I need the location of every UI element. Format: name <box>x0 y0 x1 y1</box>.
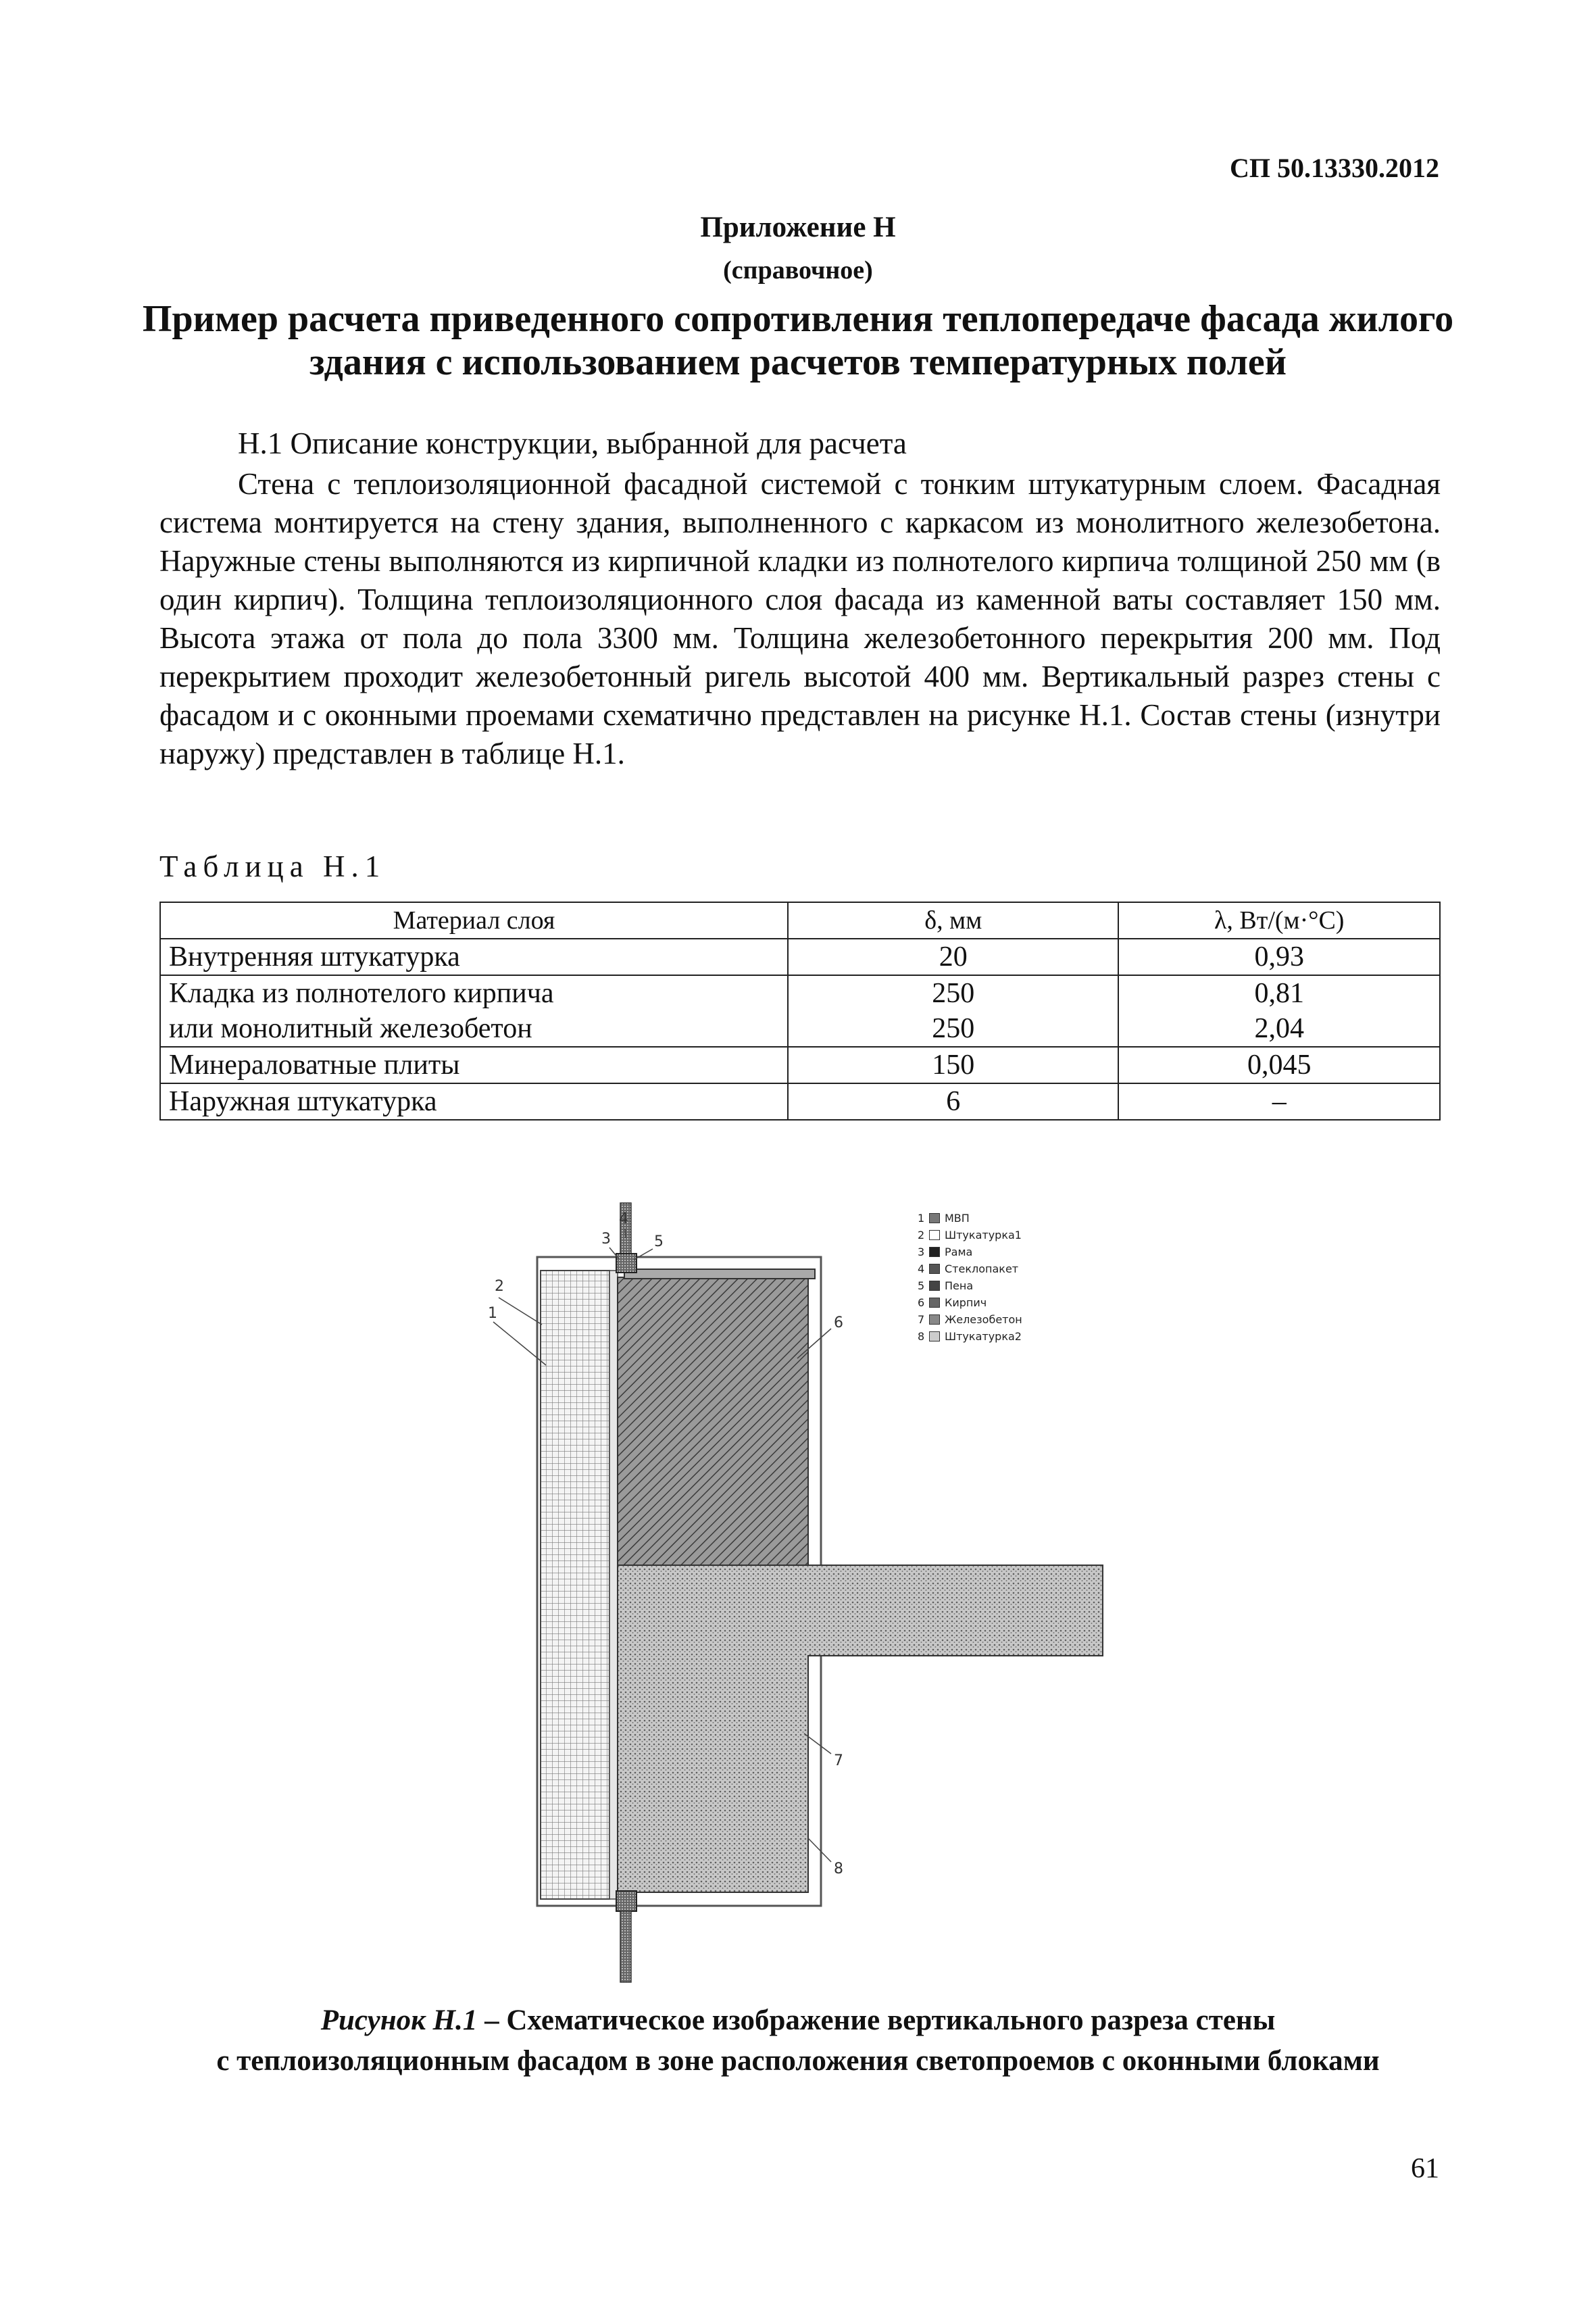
legend-num: 4 <box>918 1262 925 1275</box>
callout-5: 5 <box>654 1233 664 1250</box>
cell-delta: 150 <box>788 1047 1118 1083</box>
figure-caption-line-1 <box>101 2000 1495 2041</box>
cell-lambda: 0,93 <box>1118 939 1440 975</box>
cell-material-line: или монолитный железобетон <box>169 1013 532 1044</box>
figure-legend <box>918 1210 1022 1345</box>
figure-caption-text-1: Схематическое изображение вертикального разреза стены <box>506 2004 1276 2036</box>
table-header-row <box>160 902 1440 939</box>
sill-board <box>624 1269 815 1279</box>
legend-swatch <box>929 1213 940 1223</box>
callout-1: 1 <box>488 1305 497 1322</box>
main-title-line-1: Пример расчета приведенного сопротивления теплопередаче фасада жилого <box>142 298 1454 340</box>
wall-section-drawing <box>473 1189 1216 1987</box>
cell-delta-line: 250 <box>932 978 975 1009</box>
legend-num: 7 <box>918 1313 925 1326</box>
legend-swatch <box>929 1247 940 1257</box>
header-delta: δ, мм <box>788 902 1118 939</box>
legend-item <box>918 1210 1022 1227</box>
legend-label: Железобетон <box>945 1313 1022 1326</box>
legend-item <box>918 1227 1022 1244</box>
cell-lambda: – <box>1118 1083 1440 1120</box>
legend-label: Рама <box>945 1246 973 1258</box>
header-material: Материал слоя <box>160 902 788 939</box>
brick-layer <box>618 1277 808 1565</box>
figure-caption <box>101 2000 1495 2082</box>
cell-lambda-line: 2,04 <box>1254 1013 1304 1044</box>
legend-item <box>918 1244 1022 1260</box>
frame-bottom <box>616 1891 637 1911</box>
legend-item <box>918 1311 1022 1328</box>
callout-6: 6 <box>834 1314 843 1331</box>
section-paragraph: Стена с теплоизоляционной фасадной системой с тонким штукатурным слоем. Фасадная система монтируется на стену здания, выполненного с каркасом из монолитного железобетона. Наружные стены выполняются из кирпичной кладки из полнотелого кирпича толщиной 250 мм (в один кирпич). Толщина теплоизоляционного слоя фасада из каменной ваты составляет 150 мм. Высота этажа от пола до пола 3300 мм. Толщина железобетонного перекрытия 200 мм. Под перекрытием проходит железобетонный ригель высотой 400 мм. Вертикальный разрез стены с фасадом и с оконными проемами схематично представлен на рисунке Н.1. Состав стены (изнутри наружу) представлен в таблице Н.1. <box>159 467 1441 770</box>
figure-caption-text-2: с теплоизоляционным фасадом в зоне расположения светопроемов с оконными блоками <box>216 2045 1380 2077</box>
callout-2: 2 <box>495 1278 504 1295</box>
cell-material: Минераловатные плиты <box>160 1047 788 1083</box>
section-heading: Н.1 Описание конструкции, выбранной для расчета <box>238 426 907 460</box>
frame-top <box>616 1254 637 1273</box>
cell-lambda: 0,045 <box>1118 1047 1440 1083</box>
main-title <box>135 297 1461 384</box>
figure-caption-label: Рисунок Н.1 <box>320 2004 478 2036</box>
legend-label: Пена <box>945 1279 974 1292</box>
figure-caption-dash: – <box>477 2004 507 2036</box>
legend-num: 2 <box>918 1229 925 1241</box>
callout-7: 7 <box>834 1752 843 1769</box>
appendix-title: Приложение Н <box>700 212 896 243</box>
legend-item <box>918 1277 1022 1294</box>
cell-material: Внутренняя штукатурка <box>160 939 788 975</box>
callout-8: 8 <box>834 1861 843 1877</box>
legend-swatch <box>929 1230 940 1240</box>
wall-section-figure <box>473 1189 1216 1987</box>
header-lambda: λ, Вт/(м·°С) <box>1118 902 1440 939</box>
legend-label: Штукатурка1 <box>945 1229 1022 1241</box>
legend-num: 8 <box>918 1330 925 1343</box>
cell-material: Наружная штукатурка <box>160 1083 788 1120</box>
legend-num: 5 <box>918 1279 925 1292</box>
legend-swatch <box>929 1314 940 1325</box>
inner-plaster-layer <box>609 1271 618 1899</box>
legend-num: 3 <box>918 1246 925 1258</box>
table-row <box>160 975 1440 1047</box>
cell-delta-line: 250 <box>932 1013 975 1044</box>
cell-delta: 6 <box>788 1083 1118 1120</box>
cell-lambda <box>1118 975 1440 1047</box>
legend-swatch <box>929 1281 940 1291</box>
legend-swatch <box>929 1331 940 1341</box>
legend-label: Кирпич <box>945 1296 987 1309</box>
insulation-layer <box>541 1271 609 1899</box>
main-title-line-2: здания с использованием расчетов температурных полей <box>309 341 1287 383</box>
concrete-beam-slab <box>618 1565 1103 1892</box>
callout-3: 3 <box>601 1231 611 1248</box>
legend-swatch <box>929 1264 940 1274</box>
table-row <box>160 1047 1440 1083</box>
cell-delta: 20 <box>788 939 1118 975</box>
table-row <box>160 939 1440 975</box>
materials-table <box>159 902 1441 1121</box>
table-row <box>160 1083 1440 1120</box>
legend-num: 1 <box>918 1212 925 1225</box>
legend-item <box>918 1260 1022 1277</box>
standard-code: СП 50.13330.2012 <box>1230 153 1439 183</box>
cell-lambda-line: 0,81 <box>1254 978 1304 1009</box>
cell-delta <box>788 975 1118 1047</box>
page-number: 61 <box>1411 2153 1439 2184</box>
legend-label: МВП <box>945 1212 970 1225</box>
table-caption: Таблица Н.1 <box>159 850 386 883</box>
cell-material <box>160 975 788 1047</box>
legend-swatch <box>929 1298 940 1308</box>
callout-4: 4 <box>619 1210 628 1227</box>
legend-item <box>918 1328 1022 1345</box>
cell-material-line: Кладка из полнотелого кирпича <box>169 978 554 1009</box>
legend-num: 6 <box>918 1296 925 1309</box>
appendix-subtitle: (справочное) <box>723 256 873 285</box>
glazing-bottom <box>620 1911 631 1982</box>
legend-label: Штукатурка2 <box>945 1330 1022 1343</box>
legend-label: Стеклопакет <box>945 1262 1019 1275</box>
legend-item <box>918 1294 1022 1311</box>
